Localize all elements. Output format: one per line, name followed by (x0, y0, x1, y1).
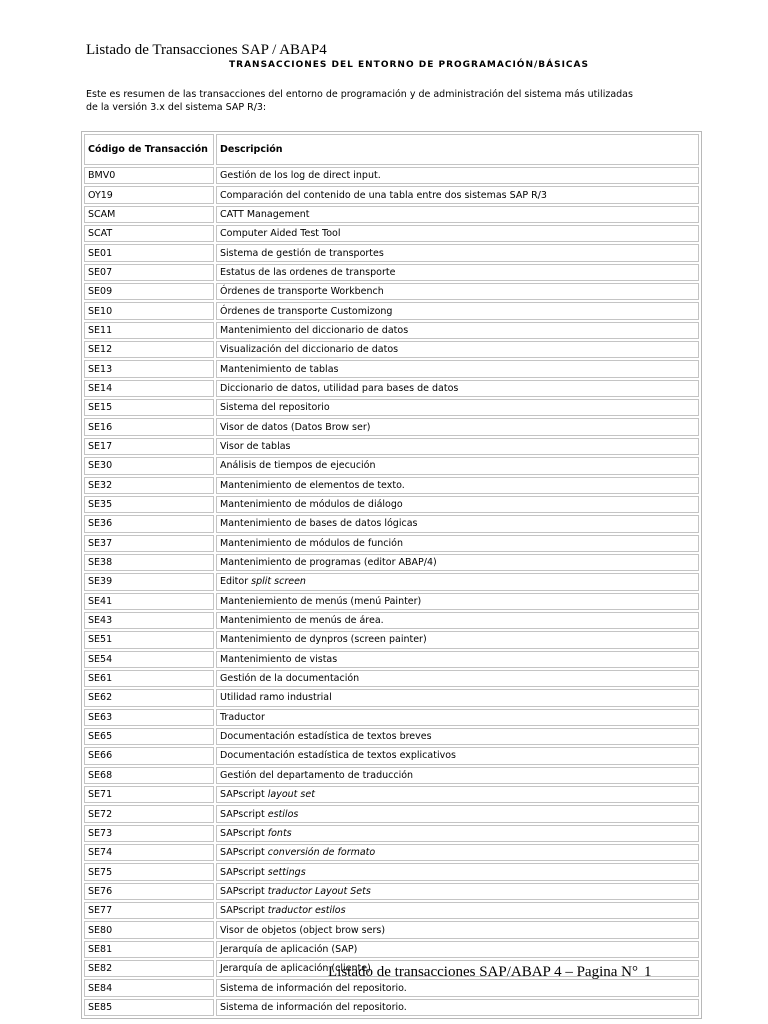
table-row (84, 651, 699, 668)
description-text: Documentación estadística de textos explicativos (220, 750, 456, 762)
transaction-description-cell (216, 709, 699, 726)
description-text: Mantenimiento de vistas (220, 653, 338, 665)
table-header-row (84, 134, 699, 165)
column-header-code: Código de Transacción (84, 134, 214, 165)
transaction-code-cell: SE13 (84, 360, 214, 377)
transaction-code-cell: SE41 (84, 593, 214, 610)
transaction-description-cell (216, 167, 699, 184)
transaction-code-cell: SE66 (84, 747, 214, 764)
transaction-code-cell: SCAT (84, 225, 214, 242)
transaction-description-cell (216, 612, 699, 629)
transaction-code-cell: SE81 (84, 941, 214, 958)
description-text: Traductor (220, 711, 265, 723)
transaction-description-cell (216, 747, 699, 764)
table-row (84, 206, 699, 223)
transaction-code-cell: SE76 (84, 883, 214, 900)
footer-label: Listado de transacciones SAP/ABAP 4 – Pagina N° (328, 964, 638, 980)
transaction-code-cell: SE68 (84, 767, 214, 784)
description-text: Gestión del departamento de traducción (220, 769, 414, 781)
description-text: Mantenimiento de módulos de función (220, 537, 403, 549)
transaction-description-cell (216, 322, 699, 339)
table-row (84, 805, 699, 822)
table-row (84, 457, 699, 474)
transaction-code-cell: SE71 (84, 786, 214, 803)
transactions-table-body (84, 167, 699, 1016)
table-row (84, 496, 699, 513)
description-text: Documentación estadística de textos breves (220, 731, 432, 743)
transaction-description-cell (216, 786, 699, 803)
transaction-description-cell (216, 206, 699, 223)
footer-page-number: 1 (644, 964, 652, 980)
transaction-code-cell: SE63 (84, 709, 214, 726)
table-row (84, 573, 699, 590)
description-text: Sistema de información del repositorio. (220, 982, 407, 994)
transaction-code-cell: SE07 (84, 264, 214, 281)
description-text: Computer Aided Test Tool (220, 228, 341, 240)
table-row (84, 941, 699, 958)
description-text: Manteniemiento de menús (menú Painter) (220, 595, 422, 607)
description-text: Mantenimiento de bases de datos lógicas (220, 518, 418, 530)
transaction-code-cell: SE72 (84, 805, 214, 822)
transaction-code-cell: SE01 (84, 244, 214, 261)
table-row (84, 825, 699, 842)
transaction-code-cell: SE73 (84, 825, 214, 842)
transaction-description-cell (216, 186, 699, 203)
transaction-code-cell: SE62 (84, 689, 214, 706)
table-row (84, 341, 699, 358)
intro-paragraph: Este es resumen de las transacciones del entorno de programación y de administración del sistema más utilizadas de la versión 3.x del sistema SAP R/3: (86, 89, 633, 113)
table-row (84, 302, 699, 319)
table-row (84, 728, 699, 745)
transaction-description-cell (216, 689, 699, 706)
transaction-code-cell: SE82 (84, 960, 214, 977)
description-text: Sistema de información del repositorio. (220, 1001, 407, 1013)
transaction-description-cell (216, 418, 699, 435)
description-text: Mantenimiento de menús de área. (220, 615, 384, 627)
transaction-code-cell: OY19 (84, 186, 214, 203)
transaction-description-cell (216, 921, 699, 938)
transaction-description-cell (216, 883, 699, 900)
transaction-description-cell (216, 863, 699, 880)
transaction-description-cell (216, 573, 699, 590)
description-text: Visor de tablas (220, 440, 291, 452)
table-row (84, 863, 699, 880)
description-text: Comparación del contenido de una tabla entre dos sistemas SAP R/3 (220, 189, 547, 201)
description-text: Visor de datos (Datos Brow ser) (220, 421, 371, 433)
transaction-code-cell: SE43 (84, 612, 214, 629)
description-text: Mantenimiento de elementos de texto. (220, 479, 405, 491)
table-row (84, 418, 699, 435)
column-header-description: Descripción (216, 134, 699, 165)
transaction-description-cell (216, 902, 699, 919)
description-text: Gestión de los log de direct input. (220, 170, 381, 182)
transaction-code-cell: SE14 (84, 380, 214, 397)
transaction-code-cell: SE74 (84, 844, 214, 861)
table-row (84, 167, 699, 184)
page-header-title: Listado de Transacciones SAP / ABAP4 (86, 42, 327, 58)
table-row (84, 360, 699, 377)
transaction-code-cell: SE75 (84, 863, 214, 880)
transaction-description-cell (216, 651, 699, 668)
transaction-code-cell: SE16 (84, 418, 214, 435)
transactions-table (81, 131, 702, 1019)
transaction-code-cell: SE61 (84, 670, 214, 687)
table-row (84, 689, 699, 706)
table-row (84, 593, 699, 610)
table-row (84, 883, 699, 900)
transaction-description-cell (216, 631, 699, 648)
description-text: Mantenimiento de programas (editor ABAP/4) (220, 557, 437, 569)
transaction-description-cell (216, 593, 699, 610)
description-text: Mantenimiento del diccionario de datos (220, 324, 409, 336)
transaction-code-cell: SE32 (84, 477, 214, 494)
description-text: SAPscript (220, 827, 268, 839)
transaction-description-cell (216, 728, 699, 745)
transaction-description-cell (216, 844, 699, 861)
table-row (84, 767, 699, 784)
description-text: Mantenimiento de dynpros (screen painter) (220, 634, 427, 646)
description-italic-text: layout set (267, 789, 315, 801)
description-text: Órdenes de transporte Workbench (220, 286, 384, 298)
description-text: SAPscript (220, 866, 268, 878)
description-text: SAPscript (220, 885, 268, 897)
transaction-code-cell: SE38 (84, 554, 214, 571)
transaction-code-cell: SE85 (84, 999, 214, 1016)
transaction-description-cell (216, 399, 699, 416)
transaction-code-cell: SE54 (84, 651, 214, 668)
table-row (84, 225, 699, 242)
transaction-code-cell: SE09 (84, 283, 214, 300)
description-italic-text: traductor Layout Sets (267, 885, 371, 897)
transaction-description-cell (216, 302, 699, 319)
description-text: Mantenimiento de tablas (220, 363, 339, 375)
transaction-code-cell: SCAM (84, 206, 214, 223)
description-text: Editor (220, 576, 252, 588)
table-row (84, 399, 699, 416)
table-row (84, 747, 699, 764)
transaction-description-cell (216, 515, 699, 532)
table-row (84, 921, 699, 938)
transaction-description-cell (216, 283, 699, 300)
description-text: Estatus de las ordenes de transporte (220, 266, 396, 278)
description-text: Diccionario de datos, utilidad para bases de datos (220, 382, 459, 394)
transaction-code-cell: SE36 (84, 515, 214, 532)
transaction-description-cell (216, 477, 699, 494)
description-text: CATT Management (220, 208, 310, 220)
transaction-description-cell (216, 457, 699, 474)
table-row (84, 786, 699, 803)
transaction-code-cell: SE80 (84, 921, 214, 938)
transaction-code-cell: SE30 (84, 457, 214, 474)
table-row (84, 612, 699, 629)
description-text: Sistema del repositorio (220, 402, 330, 414)
description-text: Jerarquía de aplicación (SAP) (220, 943, 358, 955)
transaction-code-cell: SE11 (84, 322, 214, 339)
table-row (84, 631, 699, 648)
description-italic-text: settings (267, 866, 306, 878)
description-italic-text: conversión de formato (267, 847, 376, 859)
table-row (84, 515, 699, 532)
transaction-description-cell (216, 380, 699, 397)
transaction-description-cell (216, 554, 699, 571)
table-row (84, 477, 699, 494)
table-row (84, 999, 699, 1016)
transaction-code-cell: SE39 (84, 573, 214, 590)
section-title: TRANSACCIONES DEL ENTORNO DE PROGRAMACIÓN/BÁSICAS (229, 60, 589, 70)
transaction-description-cell (216, 225, 699, 242)
description-italic-text: estilos (267, 808, 299, 820)
description-text: Gestión de la documentación (220, 673, 360, 685)
table-row (84, 322, 699, 339)
description-text: Utilidad ramo industrial (220, 692, 332, 704)
transaction-description-cell (216, 941, 699, 958)
table-row (84, 709, 699, 726)
table-row (84, 244, 699, 261)
table-row (84, 902, 699, 919)
description-text: Sistema de gestión de transportes (220, 247, 384, 259)
table-row (84, 979, 699, 996)
table-row (84, 186, 699, 203)
table-row (84, 264, 699, 281)
description-text: Jerarquía de aplicación (cliente) (220, 963, 371, 975)
transaction-description-cell (216, 805, 699, 822)
page-footer (328, 963, 652, 981)
table-row (84, 670, 699, 687)
transaction-description-cell (216, 360, 699, 377)
table-row (84, 283, 699, 300)
description-italic-text: traductor estilos (267, 905, 346, 917)
transaction-description-cell (216, 999, 699, 1016)
description-text: Mantenimiento de módulos de diálogo (220, 499, 403, 511)
description-text: SAPscript (220, 847, 268, 859)
table-row (84, 380, 699, 397)
transaction-code-cell: SE15 (84, 399, 214, 416)
transaction-code-cell: SE17 (84, 438, 214, 455)
table-row (84, 844, 699, 861)
transaction-description-cell (216, 979, 699, 996)
transaction-description-cell (216, 535, 699, 552)
transaction-description-cell (216, 825, 699, 842)
table-row (84, 438, 699, 455)
transaction-description-cell (216, 670, 699, 687)
transaction-code-cell: SE10 (84, 302, 214, 319)
description-text: Análisis de tiempos de ejecución (220, 460, 376, 472)
description-text: Visor de objetos (object brow sers) (220, 924, 386, 936)
description-text: Órdenes de transporte Customizong (220, 305, 393, 317)
description-italic-text: split screen (251, 576, 306, 588)
description-text: SAPscript (220, 905, 268, 917)
table-row (84, 554, 699, 571)
transaction-code-cell: SE84 (84, 979, 214, 996)
table-row (84, 535, 699, 552)
transaction-code-cell: SE35 (84, 496, 214, 513)
transaction-code-cell: SE65 (84, 728, 214, 745)
transaction-description-cell (216, 341, 699, 358)
transaction-description-cell (216, 264, 699, 281)
transaction-description-cell (216, 767, 699, 784)
description-text: SAPscript (220, 808, 268, 820)
transaction-description-cell (216, 438, 699, 455)
transaction-code-cell: BMV0 (84, 167, 214, 184)
transaction-code-cell: SE77 (84, 902, 214, 919)
description-text: Visualización del diccionario de datos (220, 344, 399, 356)
description-text: SAPscript (220, 789, 268, 801)
transaction-code-cell: SE51 (84, 631, 214, 648)
transaction-description-cell (216, 496, 699, 513)
transaction-description-cell (216, 244, 699, 261)
transaction-code-cell: SE12 (84, 341, 214, 358)
description-italic-text: fonts (267, 827, 292, 839)
transaction-code-cell: SE37 (84, 535, 214, 552)
